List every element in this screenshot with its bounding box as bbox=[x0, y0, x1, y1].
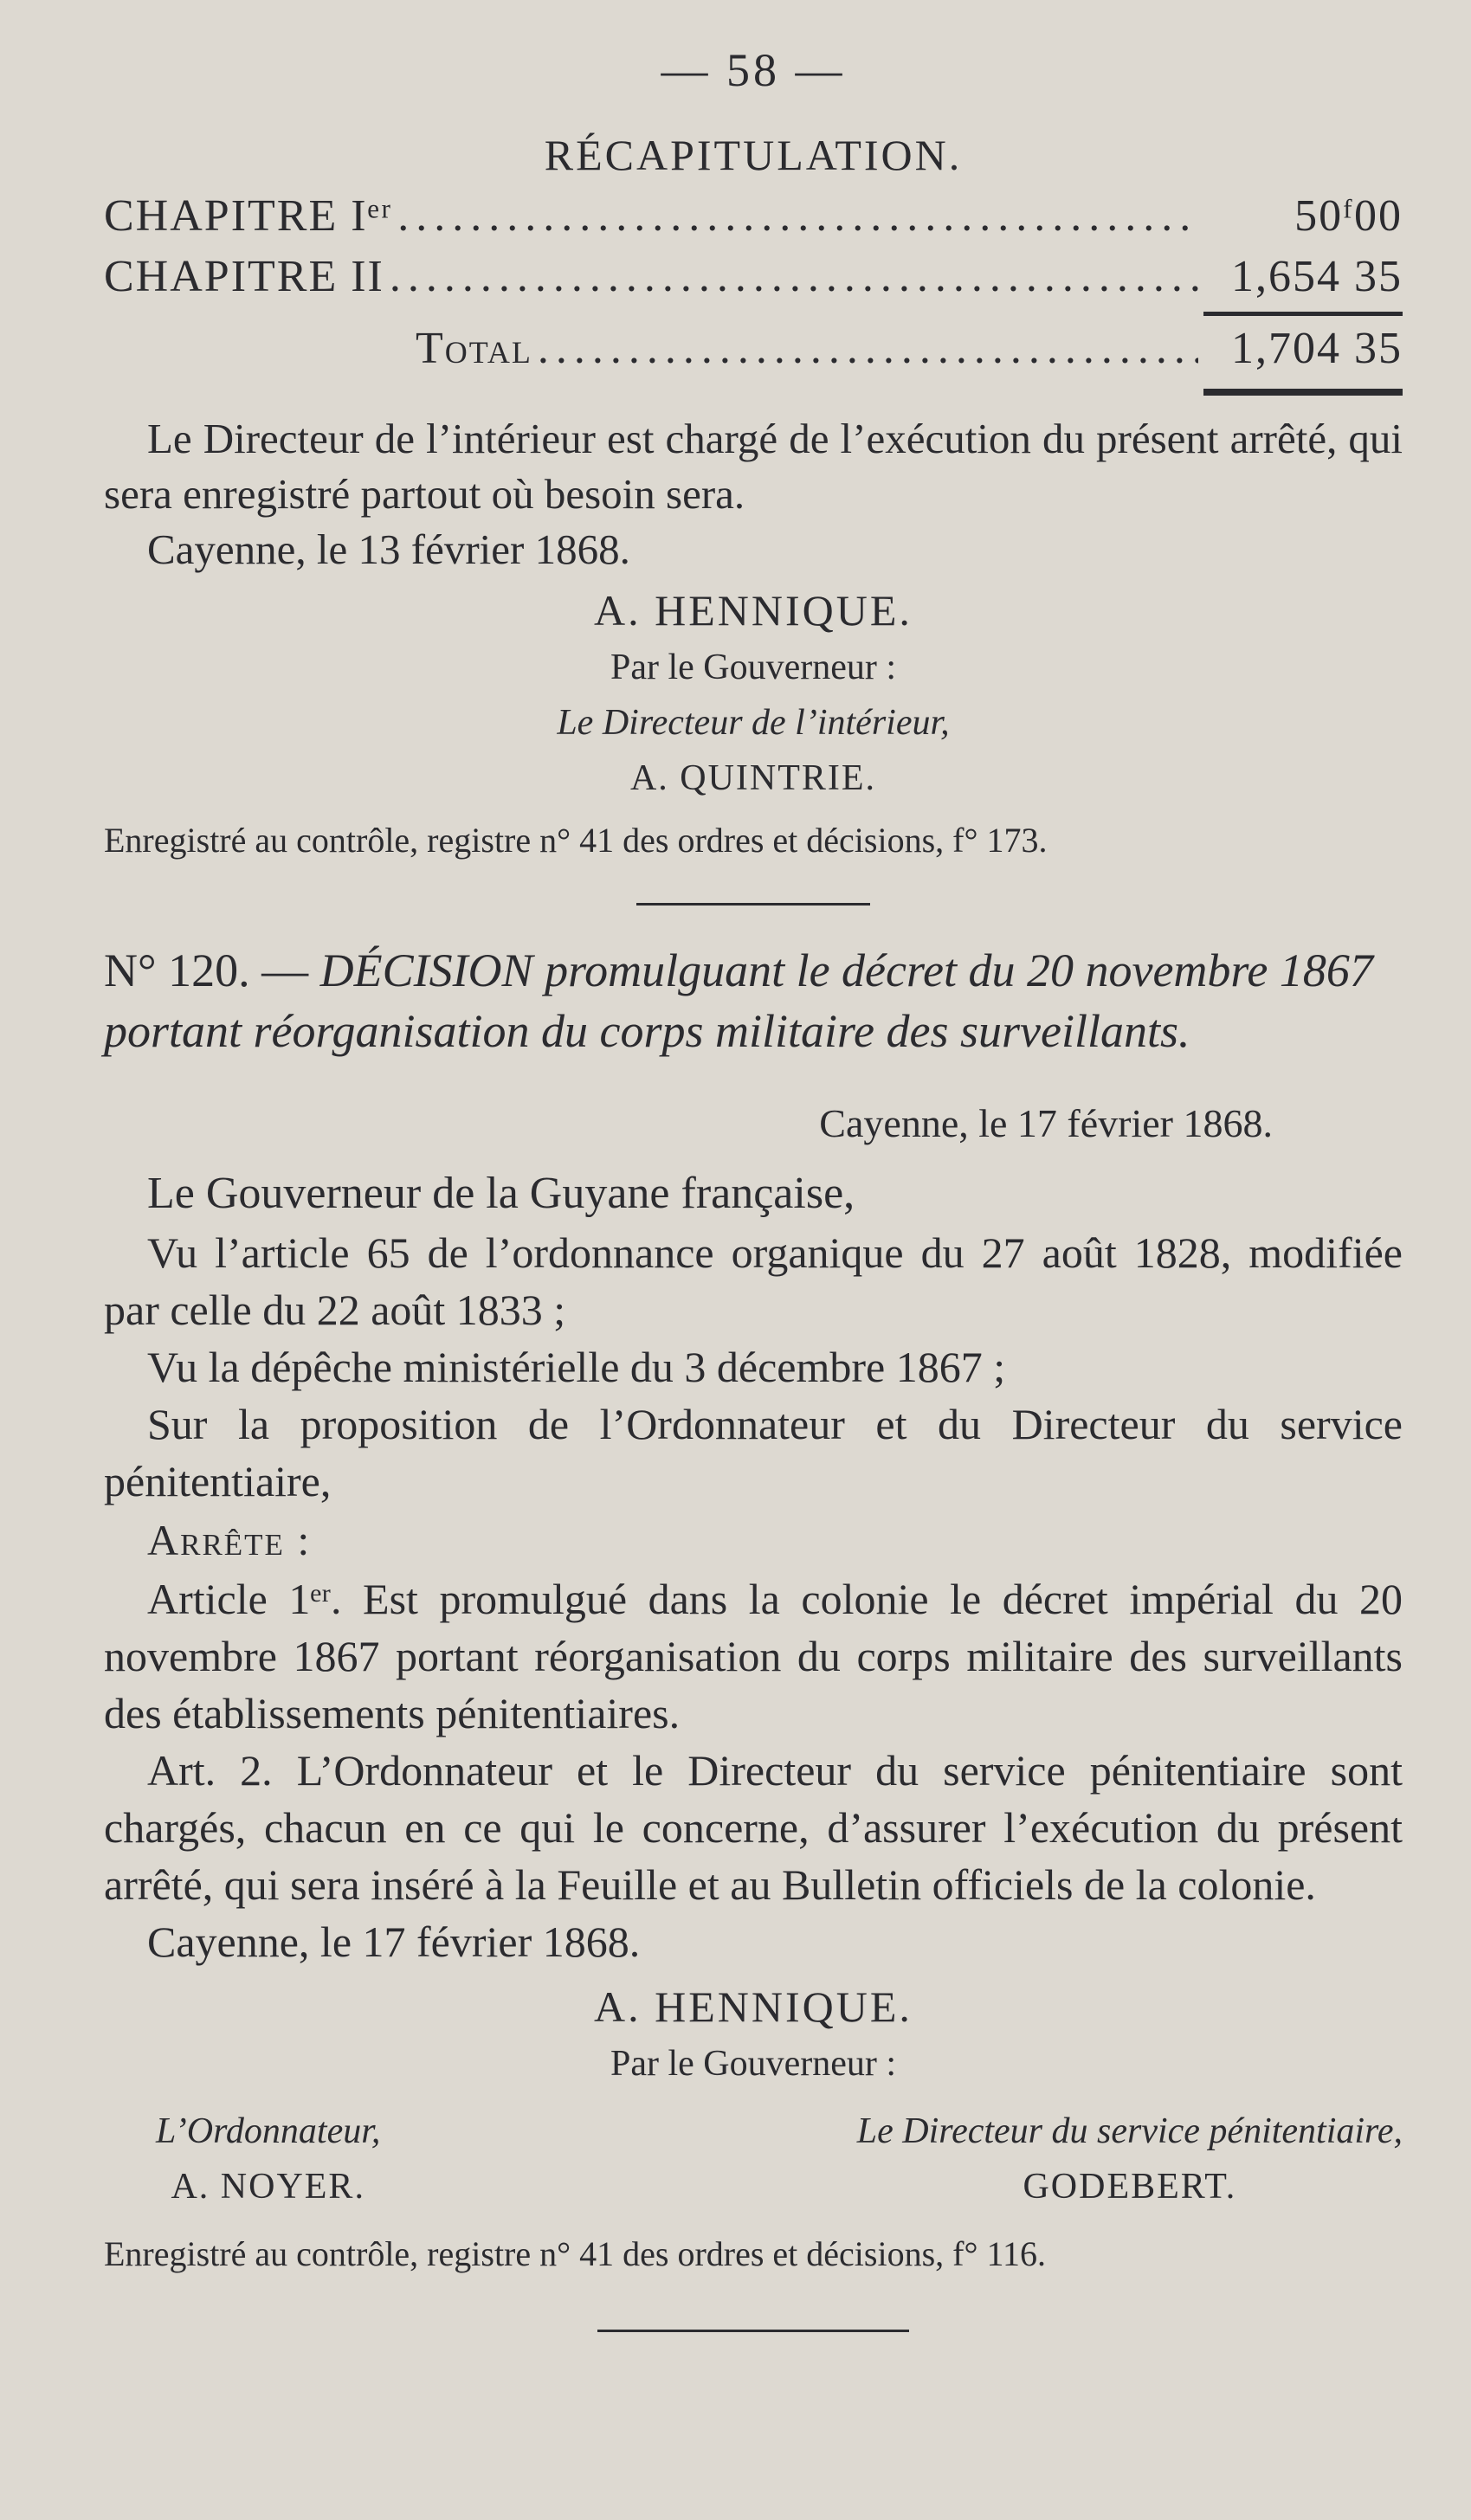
governor-signature: A. HENNIQUE. bbox=[594, 586, 913, 635]
recap-total-row bbox=[416, 323, 1403, 383]
leader-dots bbox=[390, 251, 1198, 302]
total-value: 1,704 35 bbox=[1231, 324, 1403, 373]
closing-paragraph: Le Directeur de l’intérieur est chargé de l’exécution du présent arrêté, qui sera enregistré partout où besoin sera. bbox=[104, 415, 1403, 518]
decision-title: DÉCISION promulguant le décret du 20 novembre 1867 portant réorganisation du corps militaire des surveillants. bbox=[104, 944, 1373, 1057]
recap-row-label: CHAPITRE II bbox=[104, 252, 384, 301]
proposal: Sur la proposition de l’Ordonnateur et du Directeur du service pénitentiaire, bbox=[104, 1400, 1403, 1505]
article-1: Article 1ᵉʳ. Est promulgué dans la colonie le décret impérial du 20 novembre 1867 portant réorganisation du corps militaire des surveillants des établissements pénitentiaires. bbox=[104, 1575, 1403, 1737]
ordonnateur-signature: A. NOYER. bbox=[171, 2167, 365, 2207]
penitentiary-director-role: Le Directeur du service pénitentiaire, bbox=[856, 2111, 1403, 2151]
governor-line: Le Gouverneur de la Guyane française, bbox=[147, 1169, 855, 1218]
countersign-right bbox=[857, 2104, 1403, 2214]
recap-row bbox=[104, 251, 1403, 312]
leader-dots bbox=[397, 190, 1198, 242]
recap-row-label: CHAPITRE Iᵉʳ bbox=[104, 191, 393, 241]
end-divider bbox=[597, 2330, 909, 2332]
registration-note: Enregistré au contrôle, registre n° 41 des ordres et décisions, f° 173. bbox=[104, 821, 1048, 860]
director-role: Le Directeur de l’intérieur, bbox=[557, 703, 950, 743]
closing-date: Cayenne, le 13 février 1868. bbox=[147, 525, 630, 573]
countersignatures bbox=[104, 2104, 1403, 2214]
recap-total bbox=[416, 323, 1403, 383]
recap-row bbox=[104, 190, 1403, 251]
vu-article: Vu l’article 65 de l’ordonnance organique du 27 août 1828, modifiée par celle du 22 août 1833 ; bbox=[104, 1228, 1403, 1334]
recap-title: RÉCAPITULATION. bbox=[544, 131, 963, 179]
article-2: Art. 2. L’Ordonnateur et le Directeur du service pénitentiaire sont chargés, chacun en ce qui le concerne, d’assurer l’exécution du présent arrêté, qui sera inséré à la Feuille et au Bulletin officiels de la colonie. bbox=[104, 1746, 1403, 1909]
arrete-label: Arrête : bbox=[147, 1516, 312, 1564]
decision-heading bbox=[104, 940, 1403, 1061]
document-page bbox=[104, 43, 1403, 2332]
ordonnateur-role: L’Ordonnateur, bbox=[156, 2111, 381, 2151]
decision-date: Cayenne, le 17 février 1868. bbox=[819, 1101, 1273, 1145]
total-label: Total bbox=[416, 324, 532, 373]
page-number: — 58 — bbox=[661, 44, 846, 96]
governor-signature-2: A. HENNIQUE. bbox=[594, 1982, 913, 2031]
countersign-left bbox=[104, 2104, 380, 2214]
par-le-gouverneur: Par le Gouverneur : bbox=[610, 648, 897, 687]
recap-row-value: 50ᶠ00 bbox=[1294, 191, 1403, 241]
director-signature: A. QUINTRIE. bbox=[629, 758, 877, 798]
section-divider bbox=[636, 903, 870, 906]
registration-note-2: Enregistré au contrôle, registre n° 41 des ordres et décisions, f° 116. bbox=[104, 2234, 1046, 2273]
par-le-gouverneur-2: Par le Gouverneur : bbox=[610, 2044, 897, 2084]
vu-depeche: Vu la dépêche ministérielle du 3 décembre 1867 ; bbox=[147, 1343, 1006, 1391]
recap-row-value: 1,654 35 bbox=[1231, 252, 1403, 301]
leader-dots bbox=[538, 323, 1198, 374]
penitentiary-director-signature: GODEBERT. bbox=[1023, 2167, 1237, 2207]
decision-number: N° 120. — bbox=[104, 944, 309, 996]
total-rule bbox=[1203, 389, 1403, 396]
closing-date-2: Cayenne, le 17 février 1868. bbox=[147, 1917, 641, 1966]
sum-rule bbox=[1203, 312, 1403, 316]
